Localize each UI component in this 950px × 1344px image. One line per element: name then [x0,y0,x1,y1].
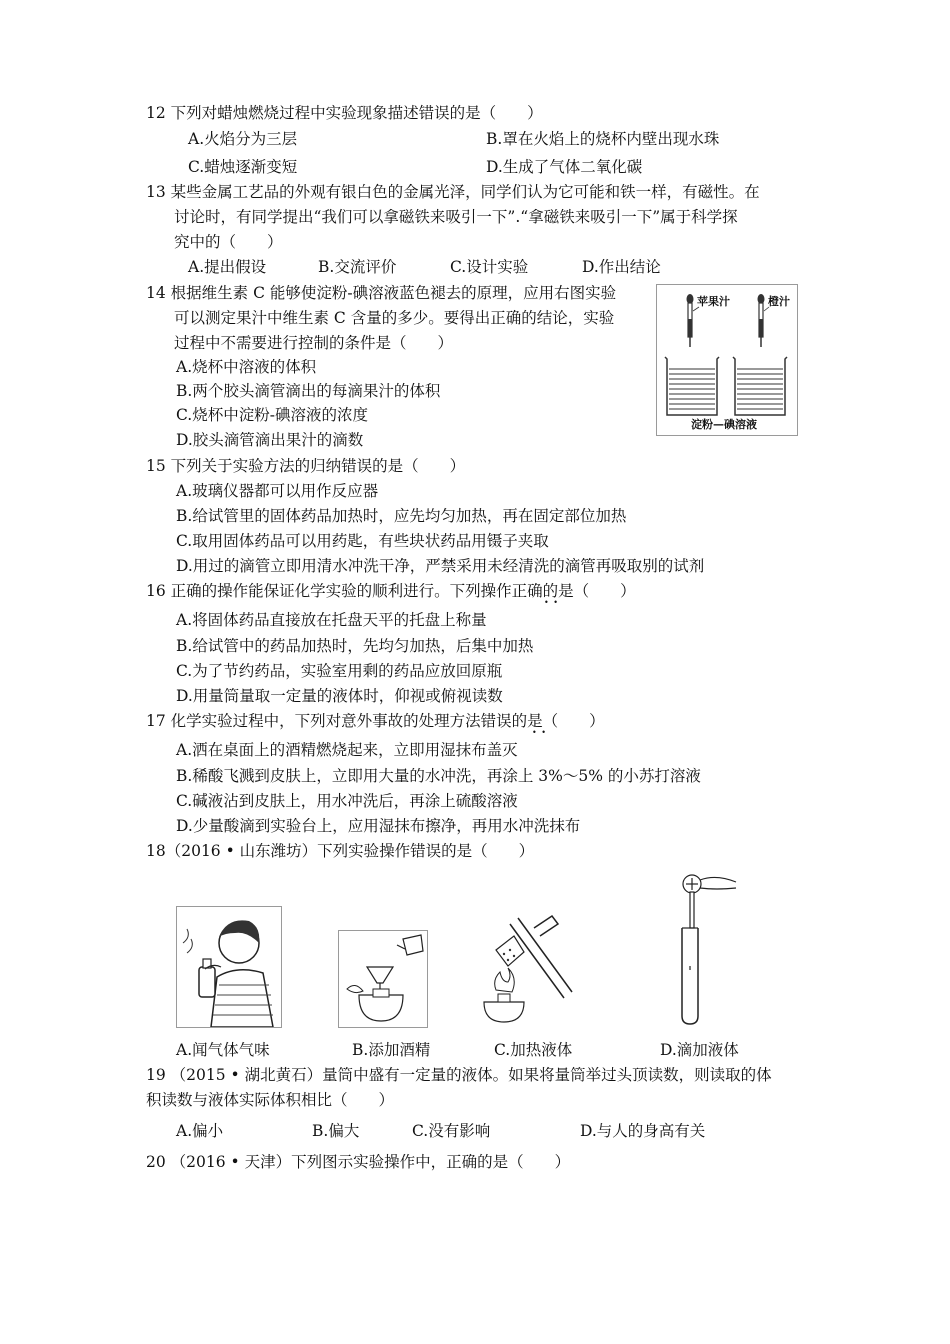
dropper-test-tube-drawing [660,870,740,1028]
q16-option-c: C.为了节约药品，实验室用剩的药品应放回原瓶 [176,662,503,680]
q14-option-c: C.烧杯中淀粉-碘溶液的浓度 [176,406,368,424]
q19-stem-line1: 19 （2015 • 湖北黄石）量筒中盛有一定量的液体。如果将量筒举过头顶读数，则读取的体 [146,1066,772,1084]
q13-stem-line2: 讨论时，有同学提出“我们可以拿磁铁来吸引一下”.“拿磁铁来吸引一下”属于科学探 [174,208,738,226]
q15-option-b: B.给试管里的固体药品加热时，应先均匀加热，再在固定部位加热 [176,507,627,525]
q18-option-a: A.闻气体气味 [176,1041,270,1059]
smell-gas-figure [176,906,282,1028]
q14-stem-line3: 过程中不需要进行控制的条件是（ ） [174,334,454,352]
q16-option-d: D.用量筒量取一定量的液体时，仰视或俯视读数 [176,687,503,705]
q13-option-c: C.设计实验 [450,258,529,276]
q15-option-c: C.取用固体药品可以用药匙，有些块状药品用镊子夹取 [176,532,549,550]
q13-option-d: D.作出结论 [582,258,661,276]
q20-stem: 20 （2016 • 天津）下列图示实验操作中，正确的是（ ） [146,1153,571,1171]
q17-option-b: B.稀酸飞溅到皮肤上，立即用大量的水冲洗，再涂上 3%～5% 的小苏打溶液 [176,767,701,785]
emphasis-dots: • • [532,728,547,737]
fig-label-apple-juice: 苹果汁 [697,295,730,308]
test-tube-heating-drawing [474,910,578,1028]
emphasis-dots: • • [544,598,559,607]
q12-option-c: C.蜡烛逐渐变短 [188,158,298,176]
q18-option-c: C.加热液体 [494,1041,573,1059]
q14-option-b: B.两个胶头滴管滴出的每滴果汁的体积 [176,382,441,400]
q17-stem: 17 化学实验过程中，下列对意外事故的处理方法错误的是（ ） [146,712,605,730]
q15-option-d: D.用过的滴管立即用清水冲洗干净，严禁采用未经清洗的滴管再吸取别的试剂 [176,557,705,575]
q13-option-a: A.提出假设 [188,258,267,276]
q12-stem: 12 下列对蜡烛燃烧过程中实验现象描述错误的是（ ） [146,104,543,122]
q13-stem-line3: 究中的（ ） [174,233,283,251]
q15-option-a: A.玻璃仪器都可以用作反应器 [176,482,379,500]
q16-option-b: B.给试管中的药品加热时，先均匀加热，后集中加热 [176,637,534,655]
q14-stem-line1: 14 根据维生素 C 能够使淀粉-碘溶液蓝色褪去的原理，应用右图实验 [146,284,617,302]
vitamin-c-beaker-figure [656,284,798,436]
q12-option-d: D.生成了气体二氧化碳 [486,158,643,176]
q18-option-b: B.添加酒精 [352,1041,431,1059]
q13-option-b: B.交流评价 [318,258,397,276]
drop-liquid-figure [660,870,740,1028]
q19-option-c: C.没有影响 [412,1122,491,1140]
q19-stem-line2: 积读数与液体实际体积相比（ ） [146,1091,395,1109]
fig-label-orange-juice: 橙汁 [768,295,790,308]
q19-option-b: B.偏大 [312,1122,360,1140]
q19-option-a: A.偏小 [176,1122,224,1140]
q14-option-d: D.胶头滴管滴出果汁的滴数 [176,431,364,449]
q14-stem-line2: 可以测定果汁中维生素 C 含量的多少。要得出正确的结论，实验 [174,309,615,327]
heat-liquid-figure [474,910,578,1028]
q14-option-a: A.烧杯中溶液的体积 [176,358,317,376]
q15-stem: 15 下列关于实验方法的归纳错误的是（ ） [146,457,466,475]
q16-stem: 16 正确的操作能保证化学实验的顺利进行。下列操作正确的是（ ） [146,582,636,600]
q12-option-b: B.罩在火焰上的烧杯内壁出现水珠 [486,130,720,148]
q18-stem: 18（2016 • 山东潍坊）下列实验操作错误的是（ ） [146,842,535,860]
q13-stem-line1: 13 某些金属工艺品的外观有银白色的金属光泽，同学们认为它可能和铁一样，有磁性。在 [146,183,760,201]
q16-option-a: A.将固体药品直接放在托盘天平的托盘上称量 [176,611,487,629]
funnel-lamp-drawing [339,931,427,1027]
q12-option-a: A.火焰分为三层 [188,130,298,148]
q17-option-c: C.碱液沾到皮肤上，用水冲洗后，再涂上硫酸溶液 [176,792,518,810]
q18-option-d: D.滴加液体 [660,1041,739,1059]
q17-option-a: A.洒在桌面上的酒精燃烧起来，立即用湿抹布盖灭 [176,741,518,759]
add-alcohol-figure [338,930,428,1028]
q17-option-d: D.少量酸滴到实验台上，应用湿抹布擦净，再用水冲洗抹布 [176,817,581,835]
q19-option-d: D.与人的身高有关 [580,1122,706,1140]
boy-smelling-drawing [177,907,281,1027]
fig-caption: 淀粉—碘溶液 [691,418,757,431]
